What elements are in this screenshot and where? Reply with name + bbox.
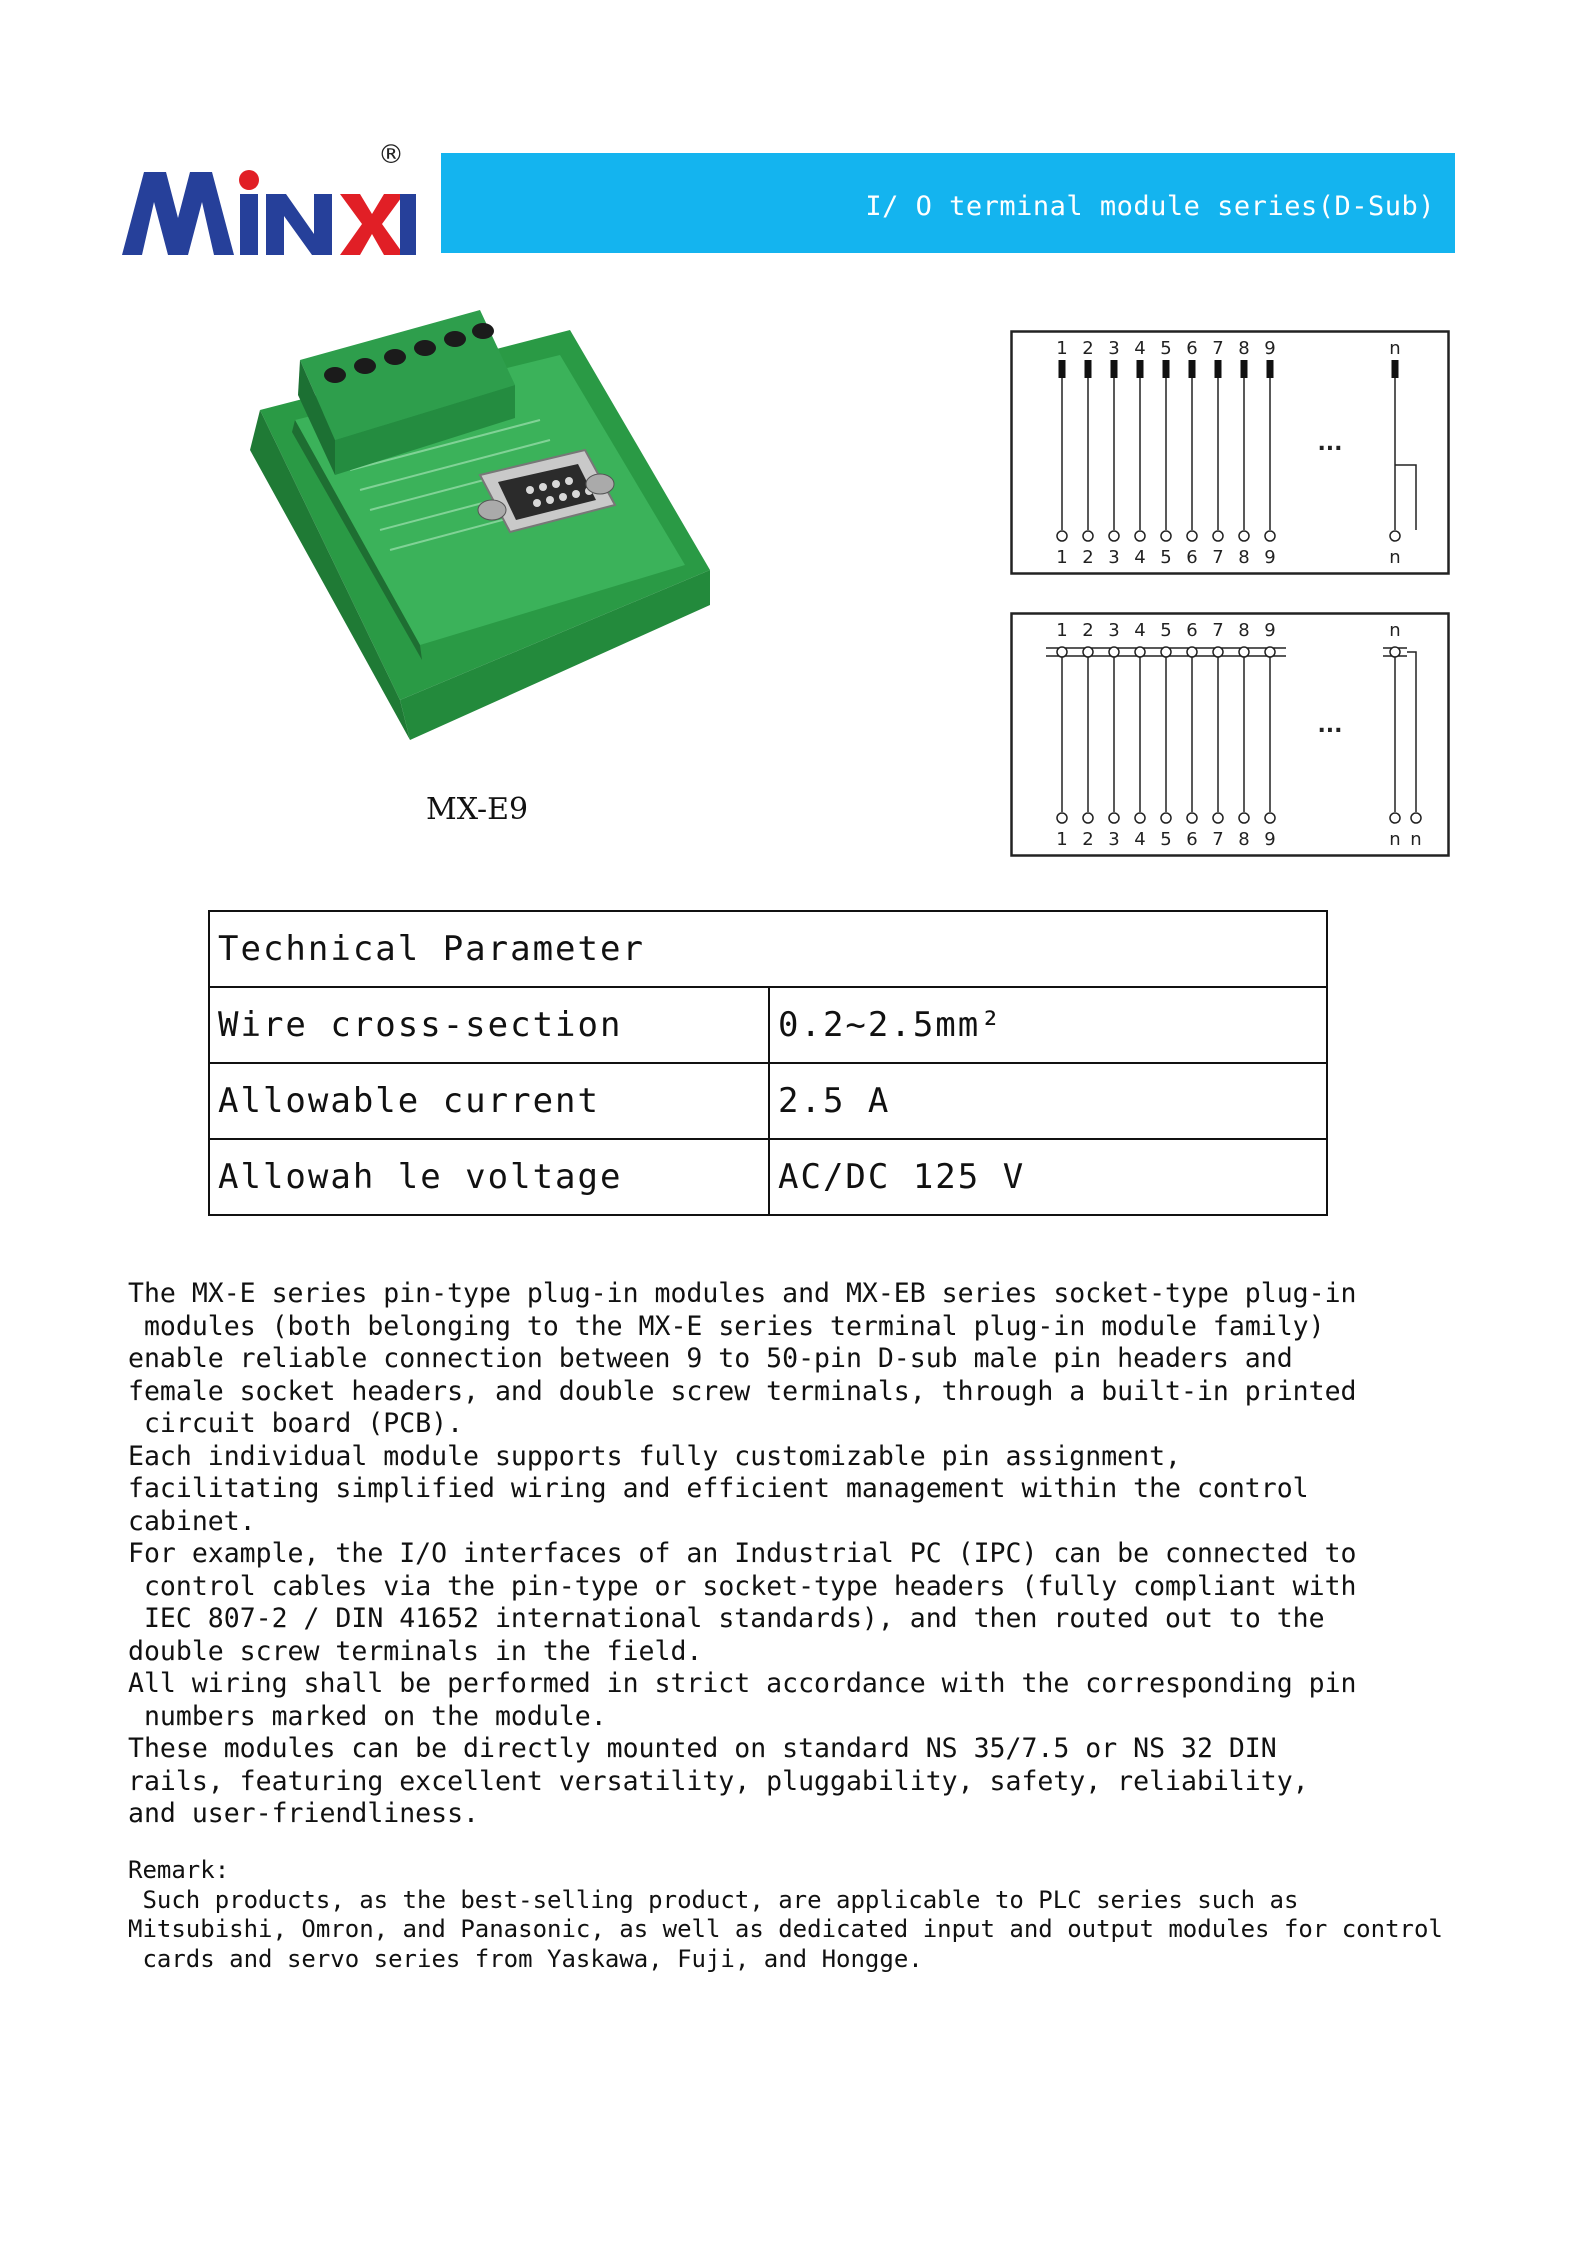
pin-header [1215,360,1222,378]
pin-label-top: 7 [1212,338,1224,359]
pin-schematic-bottom [1010,612,1450,857]
table-row [209,1139,1327,1215]
pin-label-bottom: 2 [1082,829,1094,850]
pin-label-bottom: 8 [1238,547,1250,568]
table-row [209,987,1327,1063]
pin-label-top: 2 [1082,620,1094,641]
pin-label-top: 6 [1186,620,1198,641]
terminal [1083,813,1093,823]
terminal [1161,531,1171,541]
terminal [1057,813,1067,823]
remark-line: Such products, as the best-selling product, are applicable to PLC series such as [128,1885,1299,1914]
terminal [1109,531,1119,541]
terminal [1411,813,1421,823]
table-header: Technical Parameter [209,911,1327,987]
socket-contact [1187,647,1197,657]
pin-header [1163,360,1170,378]
ellipsis: ... [1317,431,1343,456]
description-line: modules (both belonging to the MX-E series terminal plug-in module family) [128,1310,1325,1342]
terminal [1083,531,1093,541]
terminal [1239,531,1249,541]
terminal [1390,531,1400,541]
pin-label-top: 9 [1264,338,1276,359]
remark-line: Mitsubishi, Omron, and Panasonic, as well as dedicated input and output modules for control [128,1915,1443,1943]
param-value: 0.2~2.5mm² [769,987,1327,1063]
description-line: double screw terminals in the field. [128,1635,703,1667]
technical-parameter-table [208,910,1328,1216]
banner-title: I/ O terminal module series(D-Sub) [865,191,1435,222]
param-label: Wire cross-section [209,987,769,1063]
pin-label-bottom: 5 [1160,829,1172,850]
pin-label-bottom: 4 [1134,829,1146,850]
pin-label-bottom: n [1410,829,1422,850]
ground-wire [1395,465,1416,530]
pin-header [1085,360,1092,378]
socket-contact [1390,647,1400,657]
terminal [1109,813,1119,823]
title-banner [441,153,1455,253]
pin-label-bottom: 8 [1238,829,1250,850]
pin-label-bottom: 7 [1212,829,1224,850]
terminal [1135,531,1145,541]
pin-label-top: n [1389,620,1401,641]
description-line: control cables via the pin-type or socket-type headers (fully compliant with [128,1570,1357,1602]
description-line: facilitating simplified wiring and efficient management within the control [128,1473,1309,1504]
pin-label-top: 4 [1134,338,1146,359]
pin-label-top: 1 [1056,620,1068,641]
description-line: For example, the I/O interfaces of an Industrial PC (IPC) can be connected to [128,1538,1357,1569]
terminal [1265,813,1275,823]
terminal [1187,813,1197,823]
socket-contact [1057,647,1067,657]
param-label: Allowable current [209,1063,769,1139]
pin-label-bottom: 7 [1212,547,1224,568]
description-line: numbers marked on the module. [128,1700,607,1732]
param-label: Allowah le voltage [209,1139,769,1215]
description-line: Each individual module supports fully customizable pin assignment, [128,1440,1181,1472]
terminal [1239,813,1249,823]
remark-line: cards and servo series from Yaskawa, Fuji, and Hongge. [128,1944,923,1973]
description-line: The MX-E series pin-type plug-in modules and MX-EB series socket-type plug-in [128,1278,1357,1309]
pin-label-bottom: 6 [1186,829,1198,850]
pin-label-top: 8 [1238,620,1250,641]
registered-mark: ® [378,140,404,170]
pin-header [1137,360,1144,378]
remark-section [128,1856,1458,1974]
pin-label-top: n [1389,338,1401,359]
pin-label-top: 4 [1134,620,1146,641]
pin-label-top: 6 [1186,338,1198,359]
pin-label-bottom: 9 [1264,829,1276,850]
table-row [209,1063,1327,1139]
pin-label-top: 5 [1160,620,1172,641]
socket-contact [1161,647,1171,657]
pin-label-bottom: n [1389,829,1401,850]
pin-label-bottom: 5 [1160,547,1172,568]
description-line: female socket headers, and double screw terminals, through a built-in printed [128,1375,1357,1407]
description-line: rails, featuring excellent versatility, pluggability, safety, reliability, [128,1765,1309,1797]
pin-label-top: 3 [1108,620,1120,641]
product-photo [240,300,710,750]
minxi-logo [118,150,418,265]
pin-label-bottom: 4 [1134,547,1146,568]
param-value: AC/DC 125 V [769,1139,1327,1215]
socket-contact [1265,647,1275,657]
ellipsis: ... [1317,713,1343,738]
pin-schematic-top [1010,330,1450,575]
pin-header [1059,360,1066,378]
terminal [1135,813,1145,823]
pin-header [1189,360,1196,378]
description-line: All wiring shall be performed in strict accordance with the corresponding pin [128,1668,1357,1699]
pin-header [1241,360,1248,378]
pin-label-top: 5 [1160,338,1172,359]
description-text [128,1278,1458,1831]
description-line: enable reliable connection between 9 to 50-pin D-sub male pin headers and [128,1343,1293,1374]
terminal [1057,531,1067,541]
terminal [1390,813,1400,823]
table-header-row [209,911,1327,987]
pin-label-bottom: n [1389,547,1401,568]
pin-label-bottom: 3 [1108,829,1120,850]
description-line: IEC 807-2 / DIN 41652 international standards), and then routed out to the [128,1603,1325,1634]
description-line: and user-friendliness. [128,1798,479,1829]
param-value: 2.5 A [769,1063,1327,1139]
product-model: MX-E9 [426,792,529,827]
pin-label-bottom: 1 [1056,547,1068,568]
remark-title: Remark: [128,1856,230,1884]
pin-header [1392,360,1399,378]
terminal [1213,531,1223,541]
socket-contact [1135,647,1145,657]
pin-label-bottom: 6 [1186,547,1198,568]
terminal [1265,531,1275,541]
terminal [1161,813,1171,823]
pin-label-bottom: 1 [1056,829,1068,850]
pin-label-top: 7 [1212,620,1224,641]
terminal [1213,813,1223,823]
socket-contact [1213,647,1223,657]
ground-wire [1407,652,1416,812]
pin-header [1111,360,1118,378]
pin-label-top: 3 [1108,338,1120,359]
pin-label-top: 2 [1082,338,1094,359]
pin-label-bottom: 9 [1264,547,1276,568]
description-line: cabinet. [128,1505,256,1537]
pin-label-top: 1 [1056,338,1068,359]
pin-header [1267,360,1274,378]
socket-contact [1083,647,1093,657]
socket-contact [1239,647,1249,657]
pin-label-top: 8 [1238,338,1250,359]
description-line: These modules can be directly mounted on standard NS 35/7.5 or NS 32 DIN [128,1733,1277,1764]
terminal [1187,531,1197,541]
socket-contact [1109,647,1119,657]
pin-label-top: 9 [1264,620,1276,641]
pin-label-bottom: 3 [1108,547,1120,568]
pin-label-bottom: 2 [1082,547,1094,568]
description-line: circuit board (PCB). [128,1408,464,1439]
